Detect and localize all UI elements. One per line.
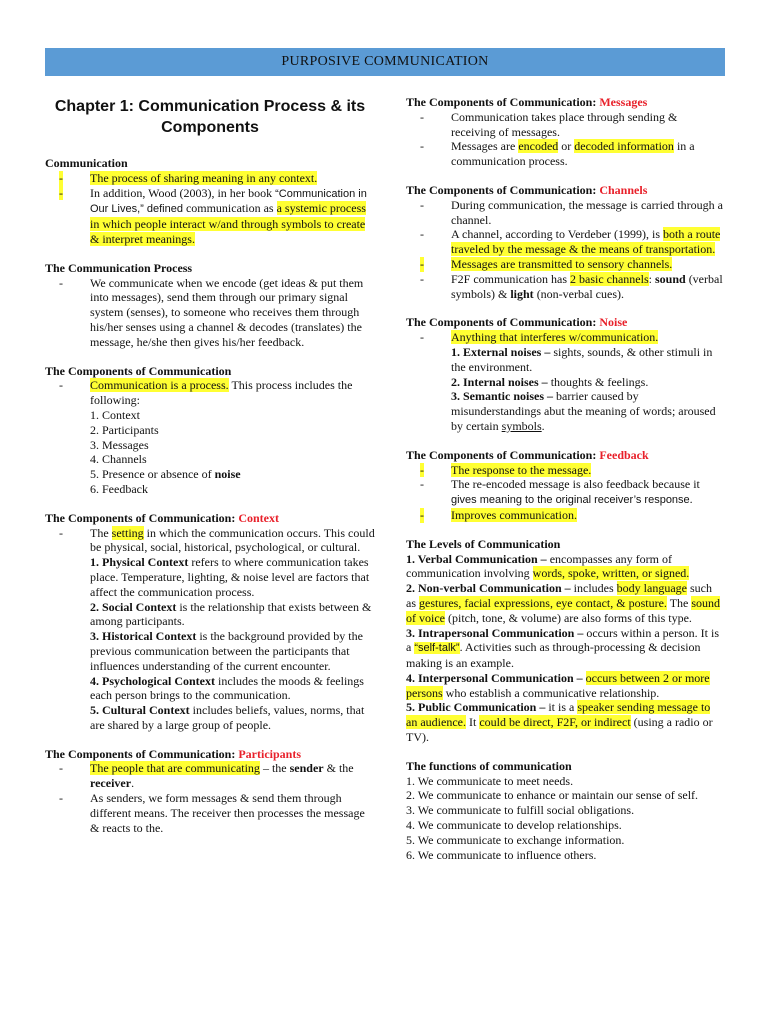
list-item: - During communication, the message is carried through a channel. bbox=[420, 197, 723, 227]
context-psychological: 4. Psychological Context includes the moods & feelings each person brings to the communication. bbox=[90, 673, 364, 703]
component-item: 4. Channels bbox=[90, 452, 147, 467]
context-social: 2. Social Context is the relationship that exists between & among participants. bbox=[90, 599, 372, 629]
level-verbal: 1. Verbal Communication – encompasses any form of communication involving words, spoke, written, or signed. bbox=[406, 551, 690, 581]
right-column bbox=[406, 95, 724, 862]
level-intrapersonal: 3. Intrapersonal Communication – occurs within a person. It is a “self-talk”. Activities such as through-processing & decision making is an example. bbox=[406, 625, 719, 671]
level-nonverbal: 2. Non-verbal Communication – includes body language such as gestures, facial expressions, eye contact, & posture. The sound of voice (pitch, tone, & volume) are also forms of this type. bbox=[406, 581, 721, 625]
section-heading-levels: The Levels of Communication bbox=[406, 536, 561, 551]
component-item: 2. Participants bbox=[90, 422, 159, 437]
section-heading-components: The Components of Communication bbox=[45, 363, 232, 378]
noise-semantic: 3. Semantic noises – barrier caused by misunderstandings abut the meaning of words; aroused by certain symbols. bbox=[451, 389, 716, 433]
component-item: 6. Feedback bbox=[90, 481, 148, 496]
list-item: - In addition, Wood (2003), in her book “Communication in Our Lives,” defined communication as a systemic process in which people interact w/and through symbols to create & interpret meanings. bbox=[59, 185, 367, 246]
section-heading-noise: The Components of Communication: Noise bbox=[406, 315, 628, 330]
function-item: 2. We communicate to enhance or maintain our sense of self. bbox=[406, 788, 699, 803]
list-item: - Anything that interferes w/communication. 1. External noises – sights, sounds, & other stimuli in the environment. 2. Internal noises – thoughts & feelings. 3. Semantic noises – barrier caused by misunderstandings abut the meaning of words; aroused by certain symbols. bbox=[406, 330, 724, 434]
function-item: 6. We communicate to influence others. bbox=[406, 847, 597, 862]
list-item: - The response to the message. bbox=[420, 462, 592, 477]
list-item: - A channel, according to Verdeber (1999), is both a route traveled by the message & the means of transportation. bbox=[420, 227, 721, 257]
page-banner bbox=[45, 48, 725, 76]
function-item: 4. We communicate to develop relationships. bbox=[406, 818, 622, 833]
function-item: 5. We communicate to exchange information. bbox=[406, 832, 625, 847]
level-public: 5. Public Communication – it is a speaker sending message to an audience. It could be direct, F2F, or indirect (using a radio or TV). bbox=[406, 700, 713, 745]
section-heading-channels: The Components of Communication: Channels bbox=[406, 182, 648, 197]
banner-title: PURPOSIVE COMMUNICATION bbox=[281, 54, 489, 69]
list-item: - The re-encoded message is also feedback because it gives meaning to the original receiver’s response. bbox=[420, 477, 700, 507]
section-heading-participants: The Components of Communication: Participants bbox=[45, 746, 302, 761]
level-interpersonal: 4. Interpersonal Communication – occurs between 2 or more persons who establish a communicative relationship. bbox=[406, 670, 710, 700]
list-item: - Communication is a process. This process includes the following: 1. Context 2. Participants 3. Messages 4. Channels 5. Presence or absence of noise 6. Feedback bbox=[45, 378, 375, 496]
list-item: - F2F communication has 2 basic channels: sound (verbal symbols) & light (non-verbal cues). bbox=[420, 271, 723, 301]
list-item: - The people that are communicating – the sender & the receiver. bbox=[59, 761, 354, 791]
component-item: 5. Presence or absence of noise bbox=[90, 467, 241, 482]
left-column bbox=[45, 92, 375, 835]
list-item: - Improves communication. bbox=[420, 507, 577, 522]
component-item: 1. Context bbox=[90, 407, 140, 422]
list-item: - As senders, we form messages & send them through different means. The receiver then processes the message & reacts to the. bbox=[59, 791, 365, 835]
section-heading-context: The Components of Communication: Context bbox=[45, 510, 280, 525]
noise-external: 1. External noises – sights, sounds, & other stimuli in the environment. bbox=[451, 344, 713, 374]
chapter-title: Chapter 1: Communication Process & its Components bbox=[54, 98, 366, 136]
section-heading-messages: The Components of Communication: Messages bbox=[406, 95, 648, 109]
list-item: - Messages are encoded or decoded information in a communication process. bbox=[420, 139, 695, 169]
function-item: 1. We communicate to meet needs. bbox=[406, 773, 574, 788]
section-heading-functions: The functions of communication bbox=[406, 758, 572, 773]
list-item: - Messages are transmitted to sensory channels. bbox=[420, 256, 673, 271]
function-item: 3. We communicate to fulfill social obligations. bbox=[406, 803, 635, 818]
list-item: - We communicate when we encode (get ideas & put them into messages), send them through our primary signal system (senses), to someone who receives them through his/her senses using a channel & decodes (translates) the message, he/she then gives his/her feedback. bbox=[59, 275, 364, 349]
context-historical: 3. Historical Context is the background provided by the previous communication between the participants that influences understanding of the current encounter. bbox=[90, 629, 363, 673]
noise-internal: 2. Internal noises – thoughts & feelings. bbox=[451, 374, 649, 389]
section-heading-process: The Communication Process bbox=[45, 260, 193, 275]
component-item: 3. Messages bbox=[90, 437, 149, 452]
list-item: - The setting in which the communication occurs. This could be physical, social, historical, psychological, or cultural. 1. Physical Context refers to where communication takes place. Temperature, lighting, & noise level are factors that affect the communication process. 2. Social Context is the relationship that exists between & among participants. 3. Historical Context is the background provided by the previous communication between the participants that influences understanding of the current encounter. 4. Psychological Context includes the moods & feelings each person brings to the communication. 5. Cultural Context includes beliefs, values, norms, that are shared by a large group of people. bbox=[59, 525, 375, 732]
section-heading-feedback: The Components of Communication: Feedback bbox=[406, 447, 649, 462]
list-item: - The process of sharing meaning in any context. bbox=[59, 170, 318, 185]
list-item: - Communication takes place through sending & receiving of messages. bbox=[420, 109, 678, 139]
context-physical: 1. Physical Context refers to where communication takes place. Temperature, lighting, & noise level are factors that affect the communication process. bbox=[90, 555, 370, 599]
context-cultural: 5. Cultural Context includes beliefs, values, norms, that are shared by a large group of people. bbox=[90, 703, 365, 732]
section-heading-communication: Communication bbox=[45, 156, 128, 170]
